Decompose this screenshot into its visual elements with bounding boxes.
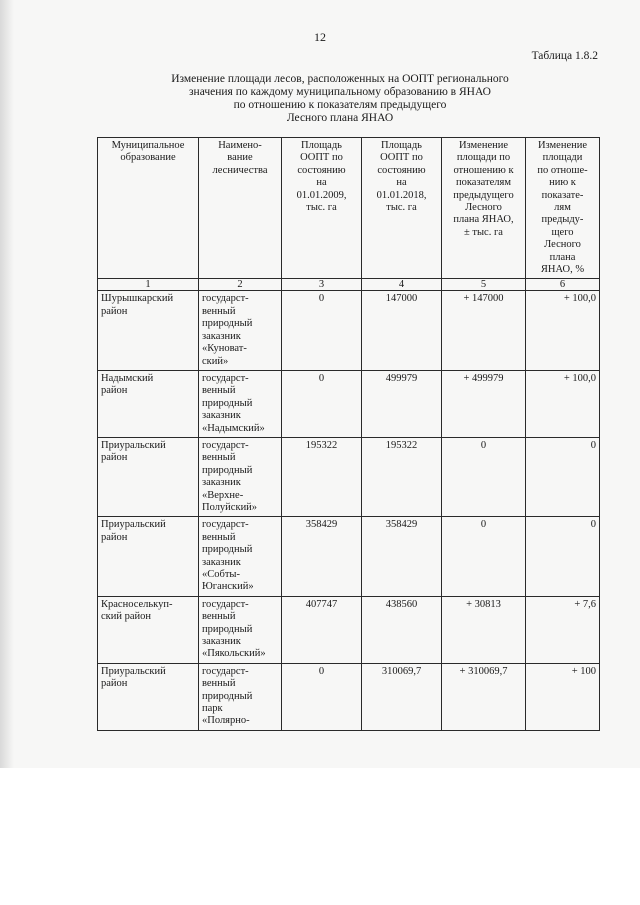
cell-line: государст- (202, 439, 249, 451)
cell-line: лям (554, 202, 571, 214)
change-abs-cell: + 147000 (442, 291, 526, 370)
cell-line: площади по (456, 152, 511, 164)
forestry-cell (199, 437, 282, 516)
header-cell-municipality (98, 138, 199, 279)
cell-line: район (101, 385, 128, 397)
cell-line: Лесного (465, 202, 502, 214)
cell-line: Приуральский (101, 439, 166, 451)
cell-line: «Куноват- (202, 343, 247, 355)
cell-line: район (101, 678, 128, 690)
cell-line: Площадь (381, 140, 422, 151)
header-cell-change-pct (526, 138, 600, 279)
municipality-cell (98, 663, 199, 730)
table-row (98, 517, 600, 596)
cell-line: заказник (202, 410, 241, 422)
cell-line: Наимено- (218, 140, 262, 151)
municipality-cell (98, 517, 199, 596)
column-number-row (98, 279, 600, 291)
cell-line: 01.01.2009, (296, 189, 347, 201)
column-number: 2 (199, 279, 282, 291)
cell-line: заказник (202, 477, 241, 489)
table-row (98, 370, 600, 437)
cell-line: венный (202, 611, 236, 623)
cell-line: «Пякольский» (202, 648, 266, 660)
area-2009-cell: 195322 (282, 437, 362, 516)
column-number: 4 (362, 279, 442, 291)
header-cell-change-abs (442, 138, 526, 279)
change-pct-cell: + 100,0 (526, 291, 600, 370)
area-2009-cell: 0 (282, 291, 362, 370)
cell-line: район (101, 305, 128, 317)
area-2018-cell: 358429 (362, 517, 442, 596)
cell-line: заказник (202, 330, 241, 342)
cell-line: государст- (202, 519, 249, 531)
cell-line: показателям (456, 177, 511, 189)
municipality-cell (98, 370, 199, 437)
cell-line: Приуральский (101, 519, 166, 531)
cell-line: природный (202, 397, 253, 409)
cell-line: венный (202, 385, 236, 397)
area-2018-cell: 438560 (362, 596, 442, 663)
cell-line: «Полярно- (202, 715, 250, 727)
cell-line: парк (202, 703, 223, 715)
cell-line: природный (202, 623, 253, 635)
header-row (98, 138, 600, 279)
area-2018-cell: 310069,7 (362, 663, 442, 730)
change-abs-cell: + 499979 (442, 370, 526, 437)
column-number: 6 (526, 279, 600, 291)
cell-line: государст- (202, 372, 249, 384)
cell-line: тыс. га (386, 202, 417, 214)
cell-line: венный (202, 452, 236, 464)
cell-line: природный (202, 544, 253, 556)
change-abs-cell: 0 (442, 437, 526, 516)
area-2018-cell: 499979 (362, 370, 442, 437)
cell-line: Полуйский» (202, 501, 258, 513)
cell-line: венный (202, 531, 236, 543)
cell-line: венный (202, 305, 236, 317)
change-abs-cell: 0 (442, 517, 526, 596)
forestry-cell (199, 370, 282, 437)
cell-line: ООПТ по (380, 152, 423, 164)
cell-line: состоянию (377, 164, 426, 176)
area-2009-cell: 407747 (282, 596, 362, 663)
cell-line: Надымский (101, 372, 154, 384)
table-row (98, 663, 600, 730)
forestry-cell (199, 291, 282, 370)
cell-line: район (101, 452, 128, 464)
cell-line: вание (227, 152, 253, 164)
municipality-cell (98, 291, 199, 370)
change-pct-cell: 0 (526, 517, 600, 596)
header-cell-area-2018 (362, 138, 442, 279)
cell-line: государст- (202, 293, 249, 305)
cell-line: площади (542, 152, 583, 164)
area-2018-cell: 195322 (362, 437, 442, 516)
change-pct-cell: 0 (526, 437, 600, 516)
forestry-cell (199, 596, 282, 663)
municipality-cell (98, 437, 199, 516)
title-line: значения по каждому муниципальному образованию в ЯНАО (189, 86, 491, 98)
cell-line: ЯНАО, % (540, 264, 585, 276)
municipality-cell (98, 596, 199, 663)
cell-line: государст- (202, 598, 249, 610)
change-abs-cell: + 30813 (442, 596, 526, 663)
cell-line: венный (202, 678, 236, 690)
cell-line: ский» (202, 355, 229, 367)
cell-line: «Собты- (202, 569, 240, 580)
cell-line: предыду- (541, 214, 584, 226)
cell-line: «Надымский» (202, 422, 265, 434)
change-pct-cell: + 100,0 (526, 370, 600, 437)
cell-line: Площадь (301, 140, 342, 151)
cell-line: Муниципальное (111, 140, 185, 151)
cell-line: заказник (202, 556, 241, 568)
cell-line: Шурышкарский (101, 293, 174, 305)
change-pct-cell: + 7,6 (526, 596, 600, 663)
cell-line: 01.01.2018, (376, 189, 427, 201)
table-row (98, 291, 600, 370)
cell-line: щего (551, 226, 574, 238)
cell-line: состоянию (297, 164, 346, 176)
title-line: Лесного плана ЯНАО (286, 112, 394, 124)
table-label: Таблица 1.8.2 (531, 50, 598, 62)
cell-line: Изменение (458, 140, 509, 151)
cell-line: государст- (202, 665, 249, 677)
cell-line: Изменение (537, 140, 588, 151)
title-line: по отношению к показателям предыдущего (233, 99, 447, 111)
cell-line: «Верхне- (202, 489, 244, 501)
cell-line: Лесного (544, 239, 581, 251)
cell-line: нию к (549, 177, 576, 189)
forestry-cell (199, 517, 282, 596)
table-title (120, 73, 560, 125)
cell-line: Красноселькуп- (101, 598, 173, 610)
area-2009-cell: 0 (282, 663, 362, 730)
header-cell-area-2009 (282, 138, 362, 279)
cell-line: предыдущего (453, 189, 514, 201)
cell-line: на (316, 177, 327, 189)
cell-line: плана ЯНАО, (453, 214, 514, 226)
title-line: Изменение площади лесов, расположенных на ООПТ регионального (171, 73, 509, 85)
page-number: 12 (314, 30, 326, 44)
forest-area-table (97, 137, 600, 731)
area-2018-cell: 147000 (362, 291, 442, 370)
column-number: 3 (282, 279, 362, 291)
change-abs-cell: + 310069,7 (442, 663, 526, 730)
cell-line: тыс. га (306, 202, 337, 214)
cell-line: Приуральский (101, 665, 166, 677)
cell-line: природный (202, 318, 253, 330)
area-2009-cell: 0 (282, 370, 362, 437)
table-row (98, 437, 600, 516)
cell-line: ООПТ по (300, 152, 343, 164)
table-row (98, 596, 600, 663)
header-cell-forestry (199, 138, 282, 279)
cell-line: лесничества (212, 164, 268, 176)
column-number: 1 (98, 279, 199, 291)
cell-line: заказник (202, 636, 241, 648)
cell-line: образование (120, 152, 176, 164)
cell-line: плана (549, 251, 576, 263)
change-pct-cell: + 100 (526, 663, 600, 730)
column-number: 5 (442, 279, 526, 291)
cell-line: ± тыс. га (464, 226, 503, 238)
cell-line: отношению к (453, 164, 514, 176)
cell-line: район (101, 531, 128, 543)
cell-line: природный (202, 690, 253, 702)
area-2009-cell: 358429 (282, 517, 362, 596)
cell-line: ский район (101, 611, 152, 623)
cell-line: показате- (541, 189, 584, 201)
cell-line: по отноше- (537, 164, 588, 176)
cell-line: Юганский» (202, 581, 254, 593)
forestry-cell (199, 663, 282, 730)
cell-line: на (396, 177, 407, 189)
cell-line: природный (202, 464, 253, 476)
